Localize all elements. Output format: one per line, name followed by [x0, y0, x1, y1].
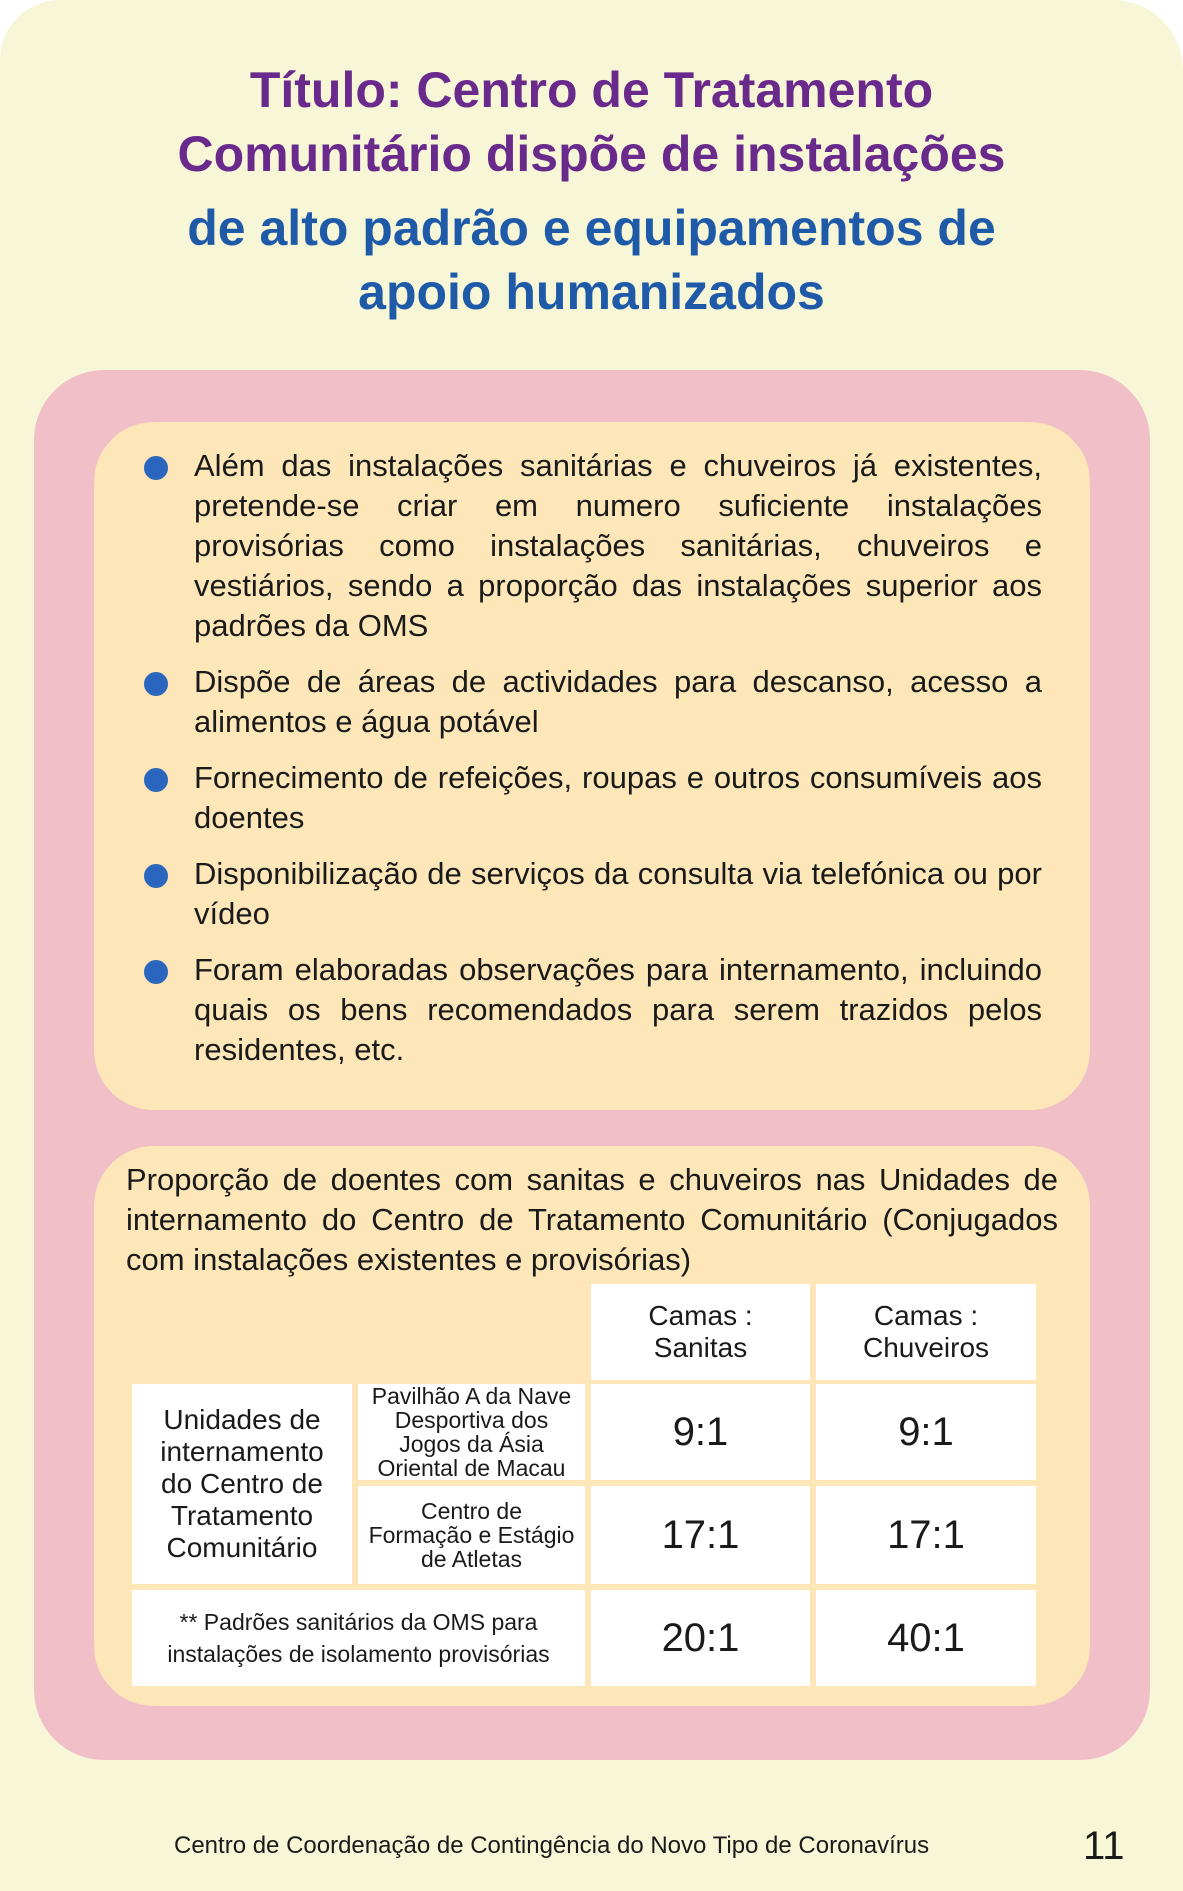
ratio-cell: 17:1 [816, 1486, 1036, 1584]
group-label-cell: Unidades de internamento do Centro de Tratamento Comunitário [132, 1384, 352, 1584]
footer-text: Centro de Coordenação de Contingência do Novo Tipo de Coronavírus [174, 1832, 930, 1859]
page-number: 11 [1083, 1824, 1125, 1868]
ratio-cell: 40:1 [816, 1590, 1036, 1686]
bullet-text: Dispõe de áreas de actividades para descanso, acesso a alimentos e água potável [194, 664, 1042, 739]
row-label-pavilhao: Pavilhão A da Nave Desportiva dos Jogos da Ásia Oriental de Macau [358, 1384, 585, 1480]
list-item [144, 758, 1042, 838]
bullet-icon [144, 672, 168, 696]
title-line-2: Comunitário dispõe de instalações [177, 126, 1006, 182]
features-list [144, 446, 1042, 1086]
features-box [94, 422, 1090, 1110]
ratio-cell: 20:1 [591, 1590, 810, 1686]
bullet-text: Fornecimento de refeições, roupas e outros consumíveis aos doentes [194, 760, 1042, 835]
column-header-sanitas: Camas : Sanitas [591, 1284, 810, 1380]
list-item [144, 854, 1042, 934]
bullet-icon [144, 456, 168, 480]
list-item [144, 950, 1042, 1070]
title-line-1: Título: Centro de Tratamento [249, 62, 934, 118]
title-line-3: de alto padrão e equipamentos de [187, 200, 996, 256]
ratio-table-box [94, 1146, 1090, 1706]
column-header-chuveiros: Camas : Chuveiros [816, 1284, 1036, 1380]
bullet-icon [144, 960, 168, 984]
ratio-cell: 9:1 [591, 1384, 810, 1480]
row-label-centro-formacao: Centro de Formação e Estágio de Atletas [358, 1486, 585, 1584]
who-standard-label: ** Padrões sanitários da OMS para instalações de isolamento provisórias [132, 1590, 585, 1686]
list-item [144, 446, 1042, 646]
bullet-text: Disponibilização de serviços da consulta via telefónica ou por vídeo [194, 856, 1042, 931]
page-title [60, 58, 1123, 324]
ratio-cell: 9:1 [816, 1384, 1036, 1480]
bullet-text: Além das instalações sanitárias e chuveiros já existentes, pretende-se criar em numero suficiente instalações provisórias como instalações sanitárias, chuveiros e vestiários, sendo a proporção das instalações superior aos padrões da OMS [194, 448, 1042, 643]
title-line-4: apoio humanizados [358, 264, 825, 320]
bullet-icon [144, 768, 168, 792]
table-title: Proporção de doentes com sanitas e chuveiros nas Unidades de internamento do Centro de Tratamento Comunitário (Conjugados com instalações existentes e provisórias) [126, 1162, 1058, 1277]
bullet-icon [144, 864, 168, 888]
list-item [144, 662, 1042, 742]
ratio-cell: 17:1 [591, 1486, 810, 1584]
bullet-text: Foram elaboradas observações para internamento, incluindo quais os bens recomendados para serem trazidos pelos residentes, etc. [194, 952, 1042, 1067]
